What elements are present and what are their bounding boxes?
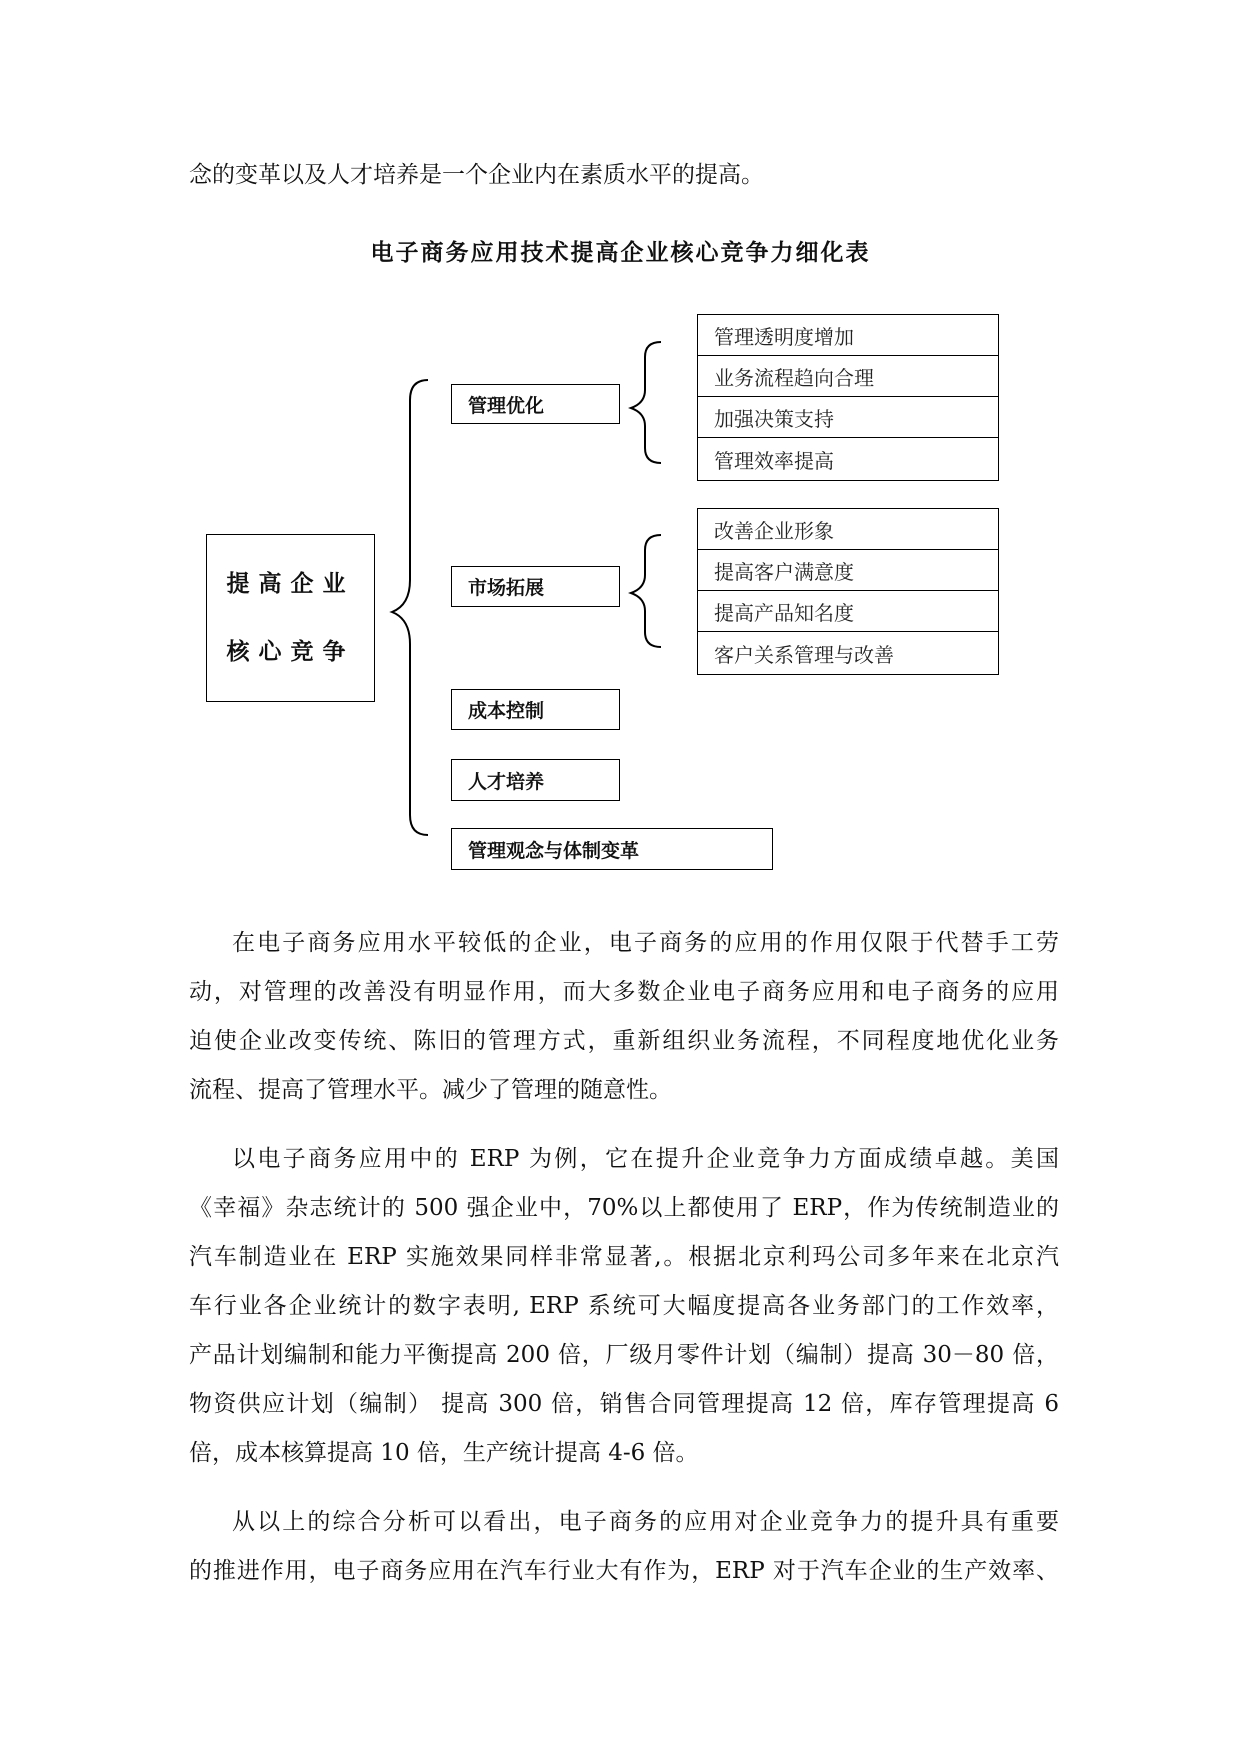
paragraph-line: 汽车制造业在 ERP 实施效果同样非常显著,。根据北京利玛公司多年来在北京汽 <box>189 1244 1059 1270</box>
detail-item: 提高客户满意度 <box>697 549 999 592</box>
category-cost-control: 成本控制 <box>451 689 620 730</box>
detail-item: 管理效率提高 <box>697 437 999 481</box>
category-talent-training: 人才培养 <box>451 759 620 801</box>
category-concept-reform: 管理观念与体制变革 <box>451 828 773 870</box>
paragraph-line: 物资供应计划（编制） 提高 300 倍，销售合同管理提高 12 倍，库存管理提高 6 <box>189 1391 1059 1417</box>
diagram-title: 电子商务应用技术提高企业核心竞争力细化表 <box>370 240 871 266</box>
paragraph-line: 的推进作用，电子商务应用在汽车行业大有作为，ERP 对于汽车企业的生产效率、 <box>189 1558 1059 1584</box>
paragraph-line: 《幸福》杂志统计的 500 强企业中，70%以上都使用了 ERP，作为传统制造业的 <box>189 1195 1059 1221</box>
paragraph-line: 动，对管理的改善没有明显作用，而大多数企业电子商务应用和电子商务的应用 <box>189 979 1059 1005</box>
root-line-2: 核心竞争 <box>226 639 355 665</box>
detail-item: 管理透明度增加 <box>697 314 999 357</box>
paragraph-line: 倍，成本核算提高 10 倍，生产统计提高 4-6 倍。 <box>189 1440 699 1466</box>
paragraph-line: 迫使企业改变传统、陈旧的管理方式，重新组织业务流程，不同程度地优化业务 <box>189 1028 1059 1054</box>
detail-item: 加强决策支持 <box>697 396 999 439</box>
paragraph-line: 在电子商务应用水平较低的企业，电子商务的应用的作用仅限于代替手工劳 <box>232 930 1059 956</box>
category-management-optimization: 管理优化 <box>451 384 620 424</box>
detail-item: 业务流程趋向合理 <box>697 355 999 398</box>
root-line-1: 提高企业 <box>226 571 355 597</box>
paragraph-line: 车行业各企业统计的数字表明, ERP 系统可大幅度提高各业务部门的工作效率， <box>189 1293 1059 1319</box>
root-node <box>206 534 375 702</box>
paragraph-line: 产品计划编制和能力平衡提高 200 倍，厂级月零件计划（编制）提高 30－80 倍， <box>189 1342 1059 1368</box>
detail-item: 客户关系管理与改善 <box>697 631 999 675</box>
top-line: 念的变革以及人才培养是一个企业内在素质水平的提高。 <box>189 162 764 188</box>
category-market-expansion: 市场拓展 <box>451 566 620 607</box>
paragraph-line: 以电子商务应用中的 ERP 为例，它在提升企业竞争力方面成绩卓越。美国 <box>232 1146 1059 1172</box>
detail-item: 提高产品知名度 <box>697 590 999 633</box>
paragraph-line: 从以上的综合分析可以看出，电子商务的应用对企业竞争力的提升具有重要 <box>232 1509 1059 1535</box>
detail-item: 改善企业形象 <box>697 508 999 551</box>
paragraph-line: 流程、提高了管理水平。减少了管理的随意性。 <box>189 1077 672 1103</box>
